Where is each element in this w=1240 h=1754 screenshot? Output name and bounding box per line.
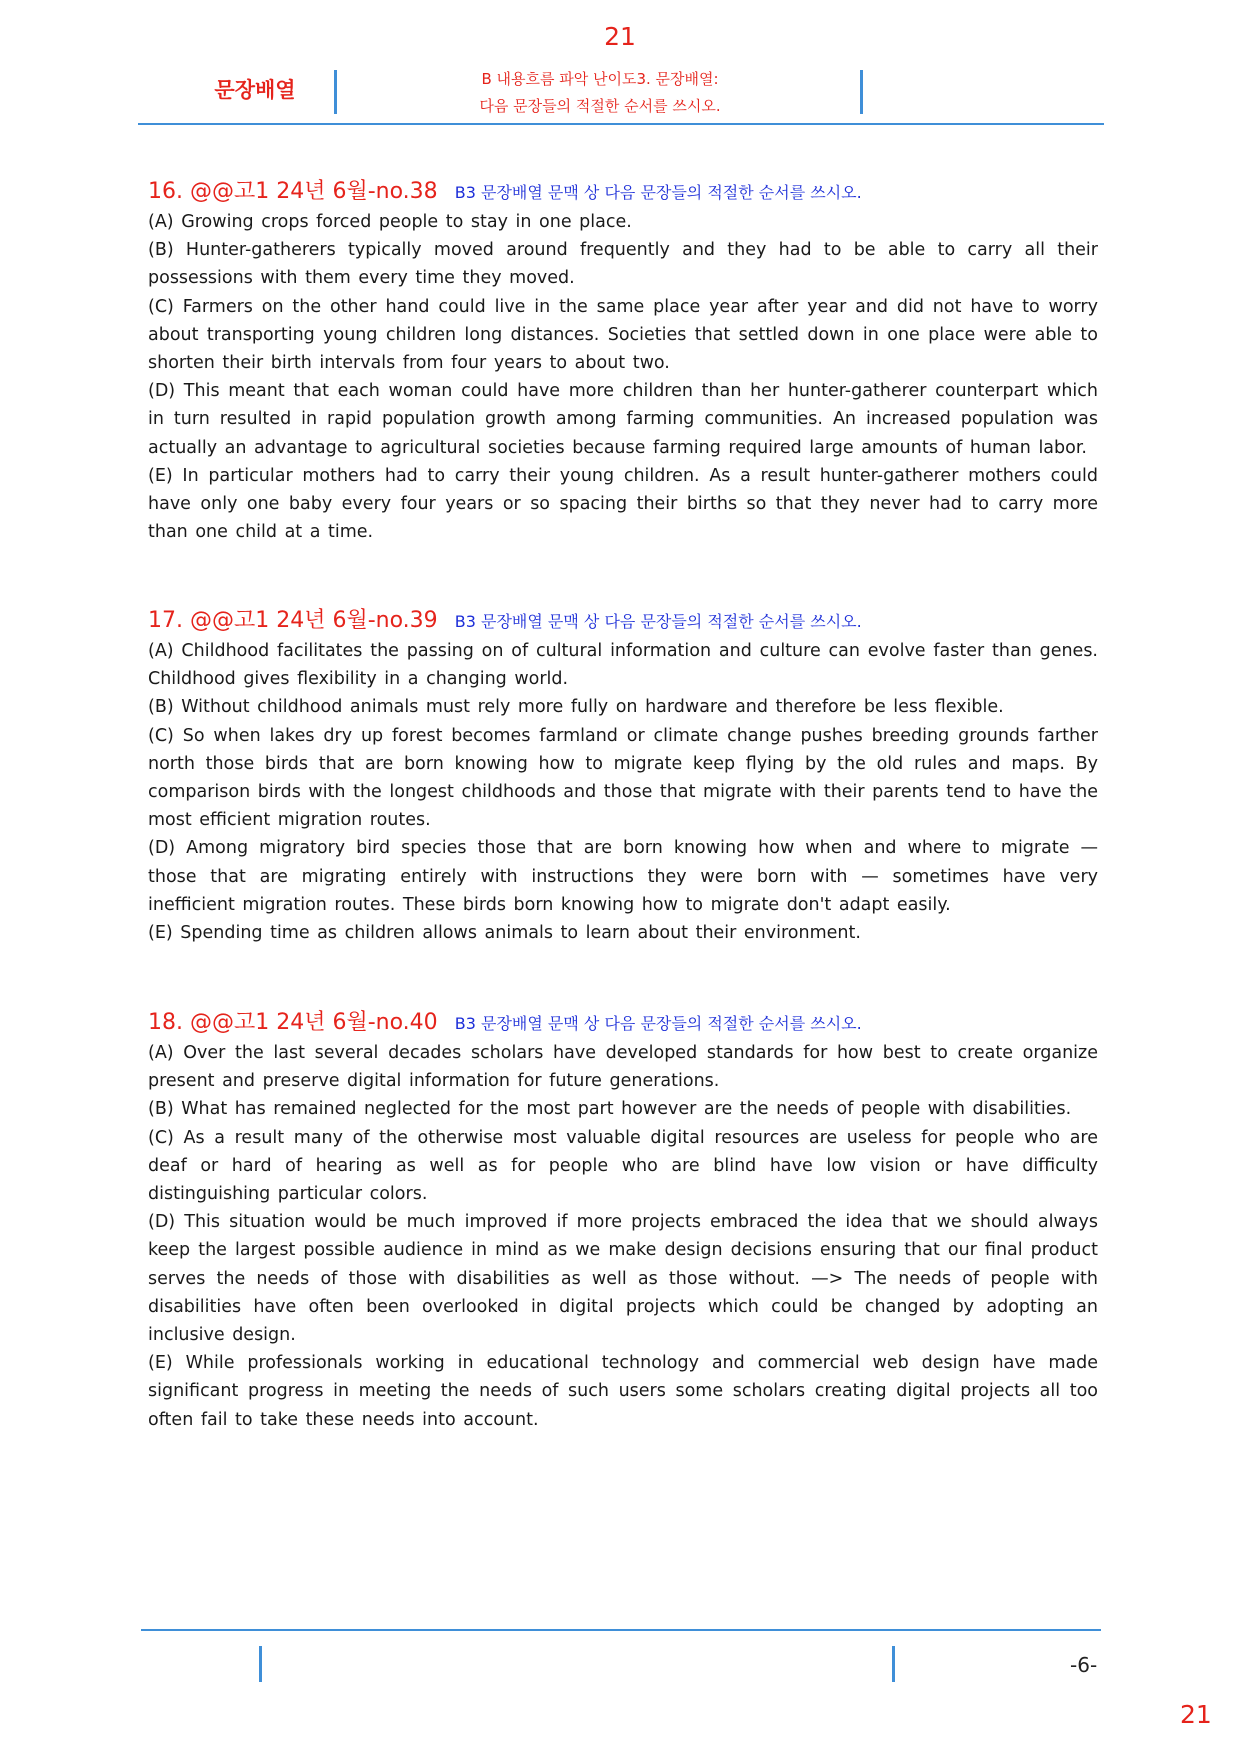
question-body (148, 1039, 1098, 1434)
question-number: 17. @@고1 24년 6월-no.39 (148, 608, 438, 633)
question-number: 18. @@고1 24년 6월-no.40 (148, 1010, 438, 1035)
question-header (148, 1005, 1098, 1039)
footer-page-small: -6- (1070, 1653, 1098, 1677)
footer-rule (141, 1629, 1101, 1631)
question-number: 16. @@고1 24년 6월-no.38 (148, 179, 438, 204)
question-17 (148, 603, 1098, 947)
paragraph-a: (A) Over the last several decades scholars have developed standards for how best to create organize present and preserve digital information for future generations. (148, 1043, 1098, 1092)
category-title: 문장배열 (214, 78, 296, 102)
paragraph-b: (B) Without childhood animals must rely more fully on hardware and therefore be less flexible. (148, 697, 1004, 718)
paragraph-d: (D) Among migratory bird species those that are born knowing how when and where to migrate — those that are migrating entirely with instructions they were born with — sometimes have very inefficient migration routes. These birds born knowing how to migrate don't adapt easily. (148, 838, 1098, 915)
paragraph-e: (E) In particular mothers had to carry their young children. As a result hunter-gatherer mothers could have only one baby every four years or so spacing their births so that they never had to carry more than one child at a time. (148, 465, 1098, 543)
question-header (148, 603, 1098, 637)
header-divider-left (334, 70, 337, 114)
footer-divider-left (259, 1646, 262, 1682)
paragraph-c: (C) Farmers on the other hand could live in the same place year after year and did not have to worry about transporting young children long distances. Societies that settled down in one place were able to shorten their birth intervals from four years to about two. (148, 296, 1098, 374)
page-number-bottom: 21 (1180, 1700, 1212, 1729)
question-tag: B3 문장배열 문맥 상 다음 문장들의 적절한 순서를 쓰시오. (454, 612, 862, 631)
question-tag: B3 문장배열 문맥 상 다음 문장들의 적절한 순서를 쓰시오. (454, 183, 862, 202)
question-18 (148, 1005, 1098, 1434)
paragraph-b: (B) Hunter-gatherers typically moved around frequently and they had to be able to carry all their possessions with them every time they moved. (148, 240, 1098, 289)
header-rule (138, 123, 1104, 125)
header-instruction (340, 66, 860, 120)
paragraph-d: (D) This situation would be much improved if more projects embraced the idea that we should always keep the largest possible audience in mind as we make design decisions ensuring that our final product serves the needs of those with disabilities as well as those without. —> The needs of people with disabilities have often been overlooked in digital projects which could be changed by adopting an inclusive design. (148, 1212, 1098, 1346)
question-16 (148, 174, 1098, 546)
paragraph-b: (B) What has remained neglected for the most part however are the needs of people with disabilities. (148, 1099, 1072, 1120)
header-divider-right (860, 70, 863, 114)
footer-divider-right (892, 1646, 895, 1682)
question-body (148, 208, 1098, 546)
paragraph-a: (A) Growing crops forced people to stay in one place. (148, 212, 632, 232)
page-number-top: 21 (604, 22, 636, 51)
paragraph-d: (D) This meant that each woman could have more children than her hunter-gatherer counterpart which in turn resulted in rapid population growth among farming communities. An increased population was actually an advantage to agricultural societies because farming required large amounts of human labor. (148, 381, 1098, 458)
paragraph-e: (E) Spending time as children allows animals to learn about their environment. (148, 923, 861, 944)
instruction-line-1: B 내용흐름 파악 난이도3. 문장배열: (481, 70, 719, 88)
paragraph-c: (C) As a result many of the otherwise most valuable digital resources are useless for people who are deaf or hard of hearing as well as for people who are blind have low vision or have difficulty distinguishing particular colors. (148, 1127, 1098, 1205)
question-body (148, 637, 1098, 947)
instruction-line-2: 다음 문장들의 적절한 순서를 쓰시오. (479, 97, 721, 115)
paragraph-a: (A) Childhood facilitates the passing on of cultural information and culture can evolve faster than genes. Childhood gives flexibility in a changing world. (148, 641, 1098, 690)
question-header (148, 174, 1098, 208)
paragraph-c: (C) So when lakes dry up forest becomes farmland or climate change pushes breeding grounds farther north those birds that are born knowing how to migrate keep flying by the old rules and maps. By comparison birds with the longest childhoods and those that migrate with their parents tend to have the most efficient migration routes. (148, 725, 1098, 831)
paragraph-e: (E) While professionals working in educational technology and commercial web design have made significant progress in meeting the needs of such users some scholars creating digital projects all too often fail to take these needs into account. (148, 1353, 1098, 1430)
question-tag: B3 문장배열 문맥 상 다음 문장들의 적절한 순서를 쓰시오. (454, 1014, 862, 1033)
